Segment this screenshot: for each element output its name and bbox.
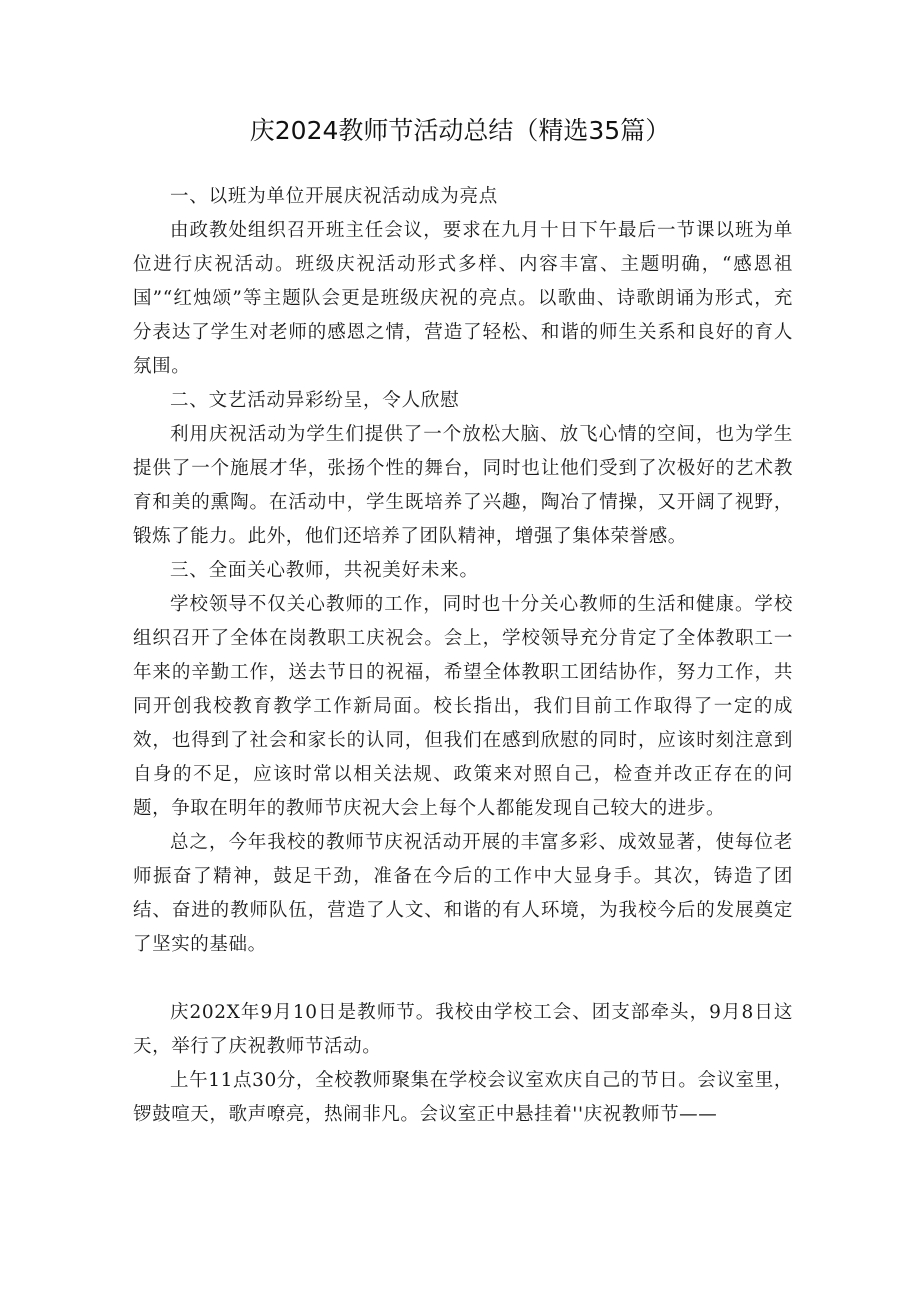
paragraph: 总之，今年我校的教师节庆祝活动开展的丰富多彩、成效显著，使每位老师振奋了精神，鼓足干劲，准备在今后的工作中大显身手。其次，铸造了团结、奋进的教师队伍，营造了人文、和谐的有人环境，为我校今后的发展奠定了坚实的基础。	[133, 832, 793, 955]
paragraph: 上午11点30分，全校教师聚集在学校会议室欢庆自己的节日。会议室里，锣鼓喧天，歌声嘹亮，热闹非凡。会议室正中悬挂着''庆祝教师节——	[133, 1070, 793, 1125]
section-heading-2: 二、文艺活动异彩纷呈，令人欣慰	[170, 390, 460, 411]
section-heading-1: 一、以班为单位开展庆祝活动成为亮点	[170, 186, 499, 207]
paragraph: 利用庆祝活动为学生们提供了一个放松大脑、放飞心情的空间，也为学生提供了一个施展才华，张扬个性的舞台，同时也让他们受到了次极好的艺术教育和美的熏陶。在活动中，学生既培养了兴趣，陶冶了情操，又开阔了视野，锻炼了能力。此外，他们还培养了团队精神，增强了集体荣誉感。	[133, 424, 793, 547]
document-title: 庆2024教师节活动总结（精选35篇）	[249, 116, 671, 145]
document-body	[133, 180, 793, 1132]
paragraph: 由政教处组织召开班主任会议，要求在九月十日下午最后一节课以班为单位进行庆祝活动。班级庆祝活动形式多样、内容丰富、主题明确，“感恩祖国”“红烛颂”等主题队会更是班级庆祝的亮点。以歌曲、诗歌朗诵为形式，充分表达了学生对老师的感恩之情，营造了轻松、和谐的师生关系和良好的育人氛围。	[133, 220, 793, 377]
section-heading-3: 三、全面关心教师，共祝美好未来。	[170, 560, 479, 581]
paragraph: 学校领导不仅关心教师的工作，同时也十分关心教师的生活和健康。学校组织召开了全体在岗教职工庆祝会。会上，学校领导充分肯定了全体教职工一年来的辛勤工作，送去节日的祝福，希望全体教职工团结协作，努力工作，共同开创我校教育教学工作新局面。校长指出，我们目前工作取得了一定的成效，也得到了社会和家长的认同，但我们在感到欣慰的同时，应该时刻注意到自身的不足，应该时常以相关法规、政策来对照自己，检查并改正存在的问题，争取在明年的教师节庆祝大会上每个人都能发现自己较大的进步。	[133, 594, 793, 819]
paragraph: 庆202X年9月10日是教师节。我校由学校工会、团支部牵头，9月8日这天，举行了庆祝教师节活动。	[133, 1002, 793, 1057]
paragraph-spacer	[133, 962, 793, 996]
